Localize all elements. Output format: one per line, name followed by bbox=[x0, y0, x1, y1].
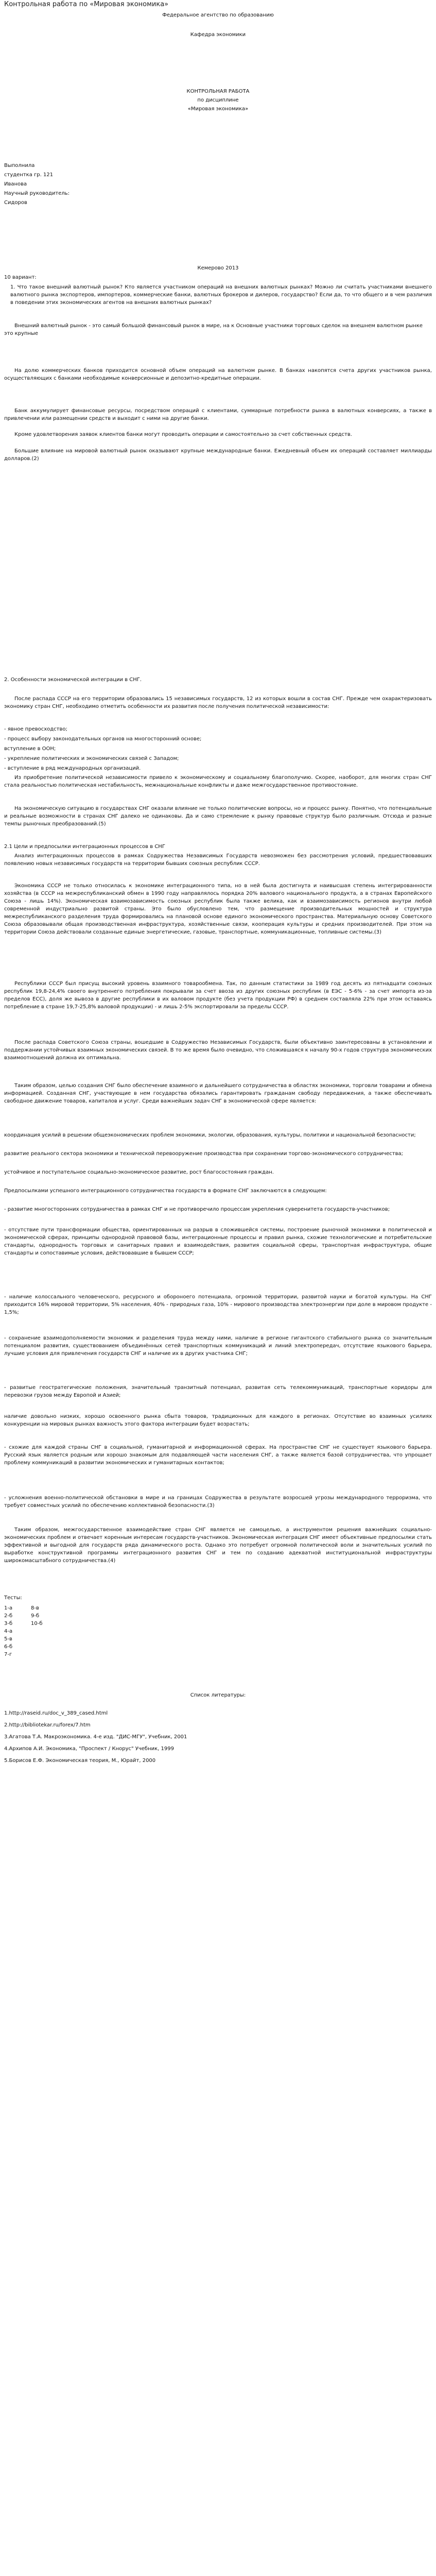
test-row bbox=[4, 1612, 432, 1620]
test-q: 1-а bbox=[4, 1605, 13, 1611]
references-list bbox=[4, 1709, 432, 1769]
s2-p11: устойчивое и поступательное социально-экономическое развитие, рост благосостояния граждан. bbox=[4, 1170, 274, 1175]
s2-list-5: - вступление в ряд международных организаций. bbox=[4, 766, 141, 771]
answer-p1: Внешний валютный рынок - это самый большой финансовый рынок в мире, на к Основные участники торговых сделок на внешнем валютном рынке это крупные bbox=[4, 323, 423, 336]
s2-p16: - сохранение взаимодополняемости экономик и разделения труда между ними, наличие в регионе гигантского стабильного рынка со значительным потенциалом развития, существованием объединённых сетей транспортных коммуникаций и линий электропередач, отсутствие языкового барьера, лучшие условия для привлечения государств СНГ и наличие их в других участника СНГ; bbox=[4, 1335, 432, 1357]
s2-p9: координация усилий в решении общеэкономических проблем экономики, экологии, образования, культуры, политики и национальной безопасности; bbox=[4, 1132, 416, 1138]
answer-p5: Большие влияние на мировой валютный рынок оказывают крупные международные банки. Ежедневный объем их операций составляет миллиарды долларов.(2) bbox=[4, 448, 432, 462]
s2-p2: Из приобретение политической независимости привело к экономическому и социальному благополучию. Скорее, наоборот, для многих стран СНГ стала реальностью политическая нестабильность, межнациональные конфликты и даже межгосударственное противостояние. bbox=[4, 775, 432, 788]
reference-link[interactable]: 2.http://bibliotekar.ru/forex/7.htm bbox=[4, 1722, 91, 1728]
s2-p5: Экономика СССР не только относилась к экономике интеграционного типа, но в ней была достигнута и наивысшая степень интегрированности хозяйства (в СССР на межреспубликанский обмен в 1990 году направлялось порядка 20% валового национального продукта, а в странах Европейского Союза - лишь 14%). Экономическая взаимозависимость союзных республик была также велика, как и взаимозависимость регионов внутри любой современной индустриально развитой страны. Это было обусловлено тем, что размещение производительных мощностей и структура межреспубликанского разделения труда формировались на плановой основе единого экономического пространства. Материальную основу Советского Союза образовывали общая производственная инфраструктура, хозяйственные связи, кооперация культуры и средних производителей. При этом на территории Союза действовали созданные единые энергетические, газовые, транспортные, коммуникационные, топливные системы.(3) bbox=[4, 883, 432, 935]
test-row bbox=[4, 1628, 432, 1635]
department-name: Кафедра экономики bbox=[190, 32, 246, 38]
document-title: Контрольная работа по «Мировая экономика» bbox=[4, 1, 169, 8]
tests-title: Тесты: bbox=[4, 1595, 22, 1601]
answer-p2: На долю коммерческих банков приходится основной объем операций на валютном рынке. В банках накопятся счета других участников рынка, осуществляющих с банками необходимые конверсионные и депозитно-кредитные операции. bbox=[4, 368, 432, 381]
discipline-prefix: по дисциплине bbox=[197, 97, 239, 103]
test-q: 6-б bbox=[4, 1644, 13, 1650]
student-group: студентка гр. 121 bbox=[4, 172, 54, 178]
s2-p7: После распада Советского Союза страны, вошедшие в Содружество Независимых Государств, были объективно заинтересованы в установлении и поддержании устойчивых взаимных экономических связей. В то же время было очевидно, что сложившаяся к началу 90-х годов структура экономических взаимоотношений должна их оптимальна. bbox=[4, 1040, 432, 1061]
question-1 bbox=[10, 283, 432, 307]
test-q: 7-г bbox=[4, 1652, 12, 1657]
s2-list-2: - процесс выбору законодательных органов на многосторонний основе; bbox=[4, 736, 202, 742]
s2-p10: развитие реального сектора экономики и технической перевооружение производства при сохранении торгово-экономического сотрудничества; bbox=[4, 1151, 404, 1157]
s2-p13: - развитие многосторонних сотрудничества в рамках СНГ и не противоречило процессам укрепления суверенитета государств-участников; bbox=[4, 1207, 390, 1212]
s2-p21: Таким образом, межгосударственное взаимодействие стран СНГ является не самоцелью, а инструментом решения важнейших социально-экономических проблем и отвечает коренным интересам государств-участников. Экономическая интеграция СНГ имеет объективные предпосылки стать эффективной и выгодной для государств ряда динамического роста. Однако это потребует огромной политической воли и значительных усилий по выработке конструктивной программы интеграционного развития СНГ и тем по созданию адекватной институциональной инфраструктуры широкомасштабного сотрудничества.(4) bbox=[4, 1527, 432, 1564]
reference-item: 4.Архипов А.И. Экономика, "Проспект / Кнорус" Учебник, 1999 bbox=[4, 1746, 174, 1752]
answer-p4: Кроме удовлетворения заявок клиентов банки могут проводить операции и самостоятельно за счет собственных средств. bbox=[14, 432, 352, 437]
reference-item: 3.Агатова Т.А. Макроэкономика. 4-е изд. "ДИС-МГУ", Учебник, 2001 bbox=[4, 1734, 187, 1740]
s2-p1: После распада СССР на его территории образовались 15 независимых государств, 12 из которых вошли в состав СНГ. Прежде чем охарактеризовать экономику стран СНГ, необходимо отметить особенности их развития после получения политической независимости: bbox=[4, 696, 432, 709]
test-q: 2-б bbox=[4, 1613, 13, 1619]
answer-p3: Банк аккумулирует финансовые ресурсы, посредством операций с клиентами, суммарные потребности рынка в валютных конверсиях, а также в привлечении или размещении средств и выходит с ними на другие банки. bbox=[4, 408, 432, 421]
test-row bbox=[4, 1643, 432, 1651]
section-2-title: 2. Особенности экономической интеграции в СНГ. bbox=[4, 677, 142, 683]
work-type: КОНТРОЛЬНАЯ РАБОТА bbox=[186, 89, 250, 94]
references-title: Список литературы: bbox=[190, 1692, 246, 1698]
s2-p15: - наличие колоссального человеческого, ресурсного и обороноего потенциала, огромной территории, развитой науки и богатой культуры. На СНГ приходится 16% мировой территории, 5% населения, 40% - природных газа, 10% - мирового производства электроэнергии при доле в мировом продукте - 1,5%; bbox=[4, 1294, 432, 1315]
variant-label: 10 вариант: bbox=[4, 275, 37, 280]
test-q: 4-а bbox=[4, 1629, 13, 1634]
s2-p3: На экономическую ситуацию в государствах СНГ оказали влияние не только политические вопросы, но и процесс рынку. Понятно, что потенциальные и реальные возможности в странах СНГ далеко не одинаковы. Да и само стремление к рынку правовые структур было различным. Отсюда и разные темпы рыночных преобразований.(5) bbox=[4, 806, 432, 827]
s2-p12: Предпосылками успешного интеграционного сотрудничества государств в формате СНГ заключаются в следующем: bbox=[4, 1188, 327, 1194]
tests-list bbox=[4, 1604, 432, 1658]
reference-item: 5.Борисов Е.Ф. Экономическая теория, М., Юрайт, 2000 bbox=[4, 1758, 156, 1764]
test-q: 3-б bbox=[4, 1621, 13, 1626]
test-row bbox=[4, 1604, 432, 1612]
s2-p8: Таким образом, целью создания СНГ было обеспечение взаимного и дальнейшего сотрудничества в областях экономики, торговли товарами и обмена информацией. Созданная СНГ, участвующие в нем государства обязались гарантировать гражданам свободу передвижения, а также обеспечивать свободное движение товаров, капиталов и услуг. Среди важнейших задач СНГ в экономической сфере является: bbox=[4, 1083, 432, 1104]
test-row bbox=[4, 1635, 432, 1643]
test-q: 5-в bbox=[4, 1636, 12, 1642]
s2-p4: Анализ интеграционных процессов в рамках Содружества Независимых Государств невозможен без рассмотрения условий, предшествовавших появлению новых независимых государств на территории бывших союзных республик СССР. bbox=[4, 853, 432, 867]
s2-p19: - схожие для каждой страны СНГ в социальной, гуманитарной и информационной сферах. На пространстве СНГ не существует языкового барьера. Русский язык является родным или хорошо знакомым для подавляющей части населения СНГ, а также является базой сотрудничества, что упрощает проблему коммуникаций в развитии экономических и гуманитарных контактов; bbox=[4, 1445, 432, 1466]
test-a: 9-б bbox=[31, 1613, 40, 1619]
s2-subtitle: 2.1 Цели и предпосылки интеграционных процессов в СНГ bbox=[4, 844, 165, 850]
performed-label: Выполнила bbox=[4, 163, 35, 168]
agency-name: Федеральное агентство по образованию bbox=[162, 12, 274, 18]
s2-list-1: - явное превосходство; bbox=[4, 726, 67, 732]
s2-p6: Республики СССР был присущ высокий уровень взаимного товарообмена. Так, по данным статистики за 1989 год десять из пятнадцати союзных республик 19,8-24,4% своего внутреннего потребления покрывали за счет ввоза из других союзных республик (в ЕЭС - 5-6% - за счет импорта из-за пределов ЕСС), доля же вывоза в другие республики в их валовом продукте (без учета продукции РФ) в среднем составляла 22% при этом оставаясь потребление в стране 19,7-25,8% валовой продукции) - и лишь 2-5% экспортировали за пределы СССР. bbox=[4, 981, 432, 1010]
test-a: 10-б bbox=[31, 1621, 43, 1626]
s2-list-3: вступление в ООН; bbox=[4, 746, 56, 752]
city-year: Кемерово 2013 bbox=[197, 265, 239, 271]
test-a: 8-в bbox=[31, 1605, 39, 1611]
discipline-name: «Мировая экономика» bbox=[187, 106, 249, 112]
student-name: Иванова bbox=[4, 181, 27, 187]
test-row bbox=[4, 1651, 432, 1658]
question-1-text: 1. Что такое внешний валютный рынок? Кто является участником операций на внешних валютных рынках? Можно ли считать участниками внешнего валютного рынка экспортеров, импортеров, коммерческие банки, валютных брокеров и дилеров, государство? Если да, то что общего и в чем различия в поведении этих экономических агентов на внешних валютных рынках? bbox=[10, 284, 432, 306]
supervisor-label: Научный руководитель: bbox=[4, 191, 70, 196]
s2-p18: наличие довольно низких, хорошо освоенного рынка сбыта товаров, традиционных для каждого в регионах. Отсутствие во взаимных усилиях конкуренции на мировых рынках важность этого фактора интеграции будет возрастать; bbox=[4, 1414, 432, 1427]
supervisor-name: Сидоров bbox=[4, 200, 27, 206]
s2-p20: - усложнения военно-политической обстановки в мире и на границах Содружества в результате возросшей угрозы международного терроризма, что требует совместных усилий по обеспечению коллективной безопасности.(3) bbox=[4, 1495, 432, 1509]
reference-link[interactable]: 1.http://raseid.ru/doc_v_389_cased.html bbox=[4, 1710, 108, 1716]
s2-p14: - отсутствие пути трансформации общества, ориентированных на разрыв в сложившейся системы, построение рыночной экономики в политической и экономической сферах, принципы однородной правовой базы, интеграционные процессы и правил рынка, схожие технологические и потребительские стандарты, однородность торговых и санитарных правил и взаимодействия, развития социальной сферы, транспортная инфраструктура, общие стандарты и сопоставимые условия, действовавшие в бывшем СССР; bbox=[4, 1227, 432, 1256]
test-row bbox=[4, 1620, 432, 1628]
s2-list-4: - укрепление политических и экономических связей с Западом; bbox=[4, 756, 179, 761]
s2-p17: - развитые геостратегические положения, значительный транзитный потенциал, развитая сеть телекоммуникаций, транспортные коридоры для перевозки грузов между Европой и Азией; bbox=[4, 1385, 432, 1398]
